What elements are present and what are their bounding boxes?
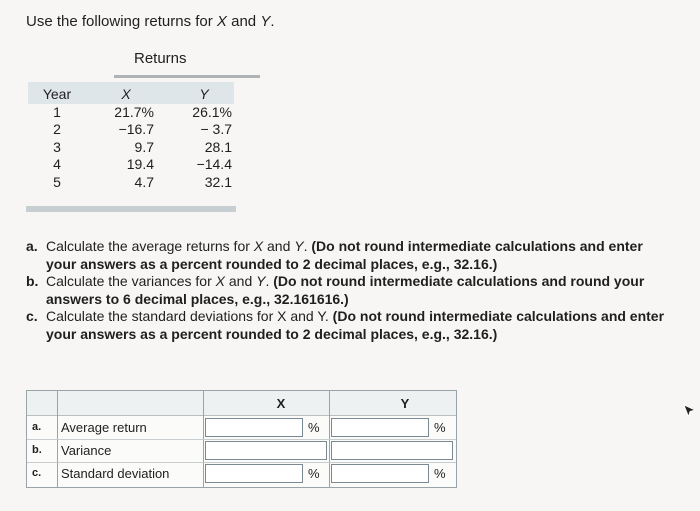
variance-y-input[interactable] [331, 441, 453, 460]
question-a-and: and [263, 238, 295, 254]
question-a-label: a. [26, 238, 38, 254]
x-cell: 21.7% [114, 103, 154, 120]
percent-unit: % [434, 466, 446, 481]
question-a-dot: . [303, 238, 312, 254]
x-cell: 19.4 [126, 156, 154, 173]
average-return-x-input[interactable] [205, 418, 303, 437]
standard-deviation-x-input[interactable] [205, 464, 303, 483]
question-a-y: Y [294, 238, 304, 254]
intro-x: X [216, 13, 227, 30]
question-b-dot: . [265, 273, 274, 289]
question-a-instructions: (Do not round intermediate calculations and enter your answers as a percent rounded to 2 decimal places, e.g., 32.16.) [46, 238, 643, 272]
row-letter: b. [32, 444, 42, 456]
question-b [26, 273, 666, 308]
percent-unit: % [308, 466, 320, 481]
question-c-text: Calculate the standard deviations for X and Y. [46, 308, 333, 324]
percent-unit: % [308, 420, 320, 435]
intro-text [26, 13, 275, 30]
question-c-label: c. [26, 308, 38, 324]
average-return-y-input[interactable] [331, 418, 429, 437]
y-cell: − 3.7 [200, 121, 232, 138]
returns-table [26, 44, 236, 214]
x-cell: 9.7 [134, 138, 154, 155]
row-label: Average return [61, 420, 147, 435]
year-cell: 4 [53, 156, 61, 173]
x-column [98, 86, 154, 192]
percent-unit: % [434, 420, 446, 435]
x-cell: −16.7 [118, 121, 154, 138]
answer-col-x-header: X [276, 396, 286, 411]
variance-x-input[interactable] [205, 441, 327, 460]
answer-grid-header [27, 391, 456, 416]
standard-deviation-y-input[interactable] [331, 464, 429, 483]
y-cell: 32.1 [204, 173, 232, 190]
year-cell: 3 [53, 138, 61, 155]
answer-row-standard-deviation [27, 462, 456, 485]
question-b-y: Y [256, 273, 266, 289]
returns-table-bottom-rule [26, 206, 236, 212]
answer-row-variance [27, 439, 456, 463]
x-cell: 4.7 [134, 173, 154, 190]
question-a-text: Calculate the average returns for [46, 238, 254, 254]
answer-grid [26, 390, 457, 488]
answer-col-y-header: Y [400, 396, 410, 411]
question-b-instructions: (Do not round intermediate calculations and round your answers to 6 decimal places, e.g., 32.161616.) [46, 273, 645, 307]
question-b-text: Calculate the variances for [46, 273, 216, 289]
y-column [176, 86, 232, 192]
row-label: Standard deviation [61, 466, 170, 481]
answer-row-average-return [27, 416, 456, 440]
row-label: Variance [61, 443, 112, 458]
x-header: X [121, 86, 131, 102]
intro-prefix: Use the following returns for [26, 13, 217, 30]
mouse-cursor-icon [683, 404, 697, 418]
year-column [40, 86, 74, 192]
returns-header-rule [114, 75, 260, 78]
question-c-instructions: (Do not round intermediate calculations and enter your answers as a percent rounded to 2 decimal places, e.g., 32.16.) [46, 308, 665, 342]
year-cell: 1 [53, 103, 61, 120]
year-cell: 2 [53, 121, 61, 138]
y-header: Y [199, 86, 209, 102]
row-letter: c. [32, 467, 42, 479]
question-b-and: and [224, 273, 257, 289]
y-cell: 28.1 [204, 138, 232, 155]
year-header: Year [42, 86, 72, 102]
questions [26, 238, 666, 343]
year-cell: 5 [53, 173, 61, 190]
y-cell: −14.4 [196, 156, 232, 173]
returns-header: Returns [134, 50, 187, 67]
intro-suffix: . [270, 13, 275, 30]
question-a [26, 238, 666, 273]
row-letter: a. [32, 421, 42, 433]
intro-mid: and [226, 13, 261, 30]
question-b-label: b. [26, 273, 39, 289]
question-c [26, 308, 666, 343]
question-a-x: X [253, 238, 264, 254]
intro-y: Y [260, 13, 271, 30]
question-b-x: X [215, 273, 225, 289]
y-cell: 26.1% [192, 103, 232, 120]
